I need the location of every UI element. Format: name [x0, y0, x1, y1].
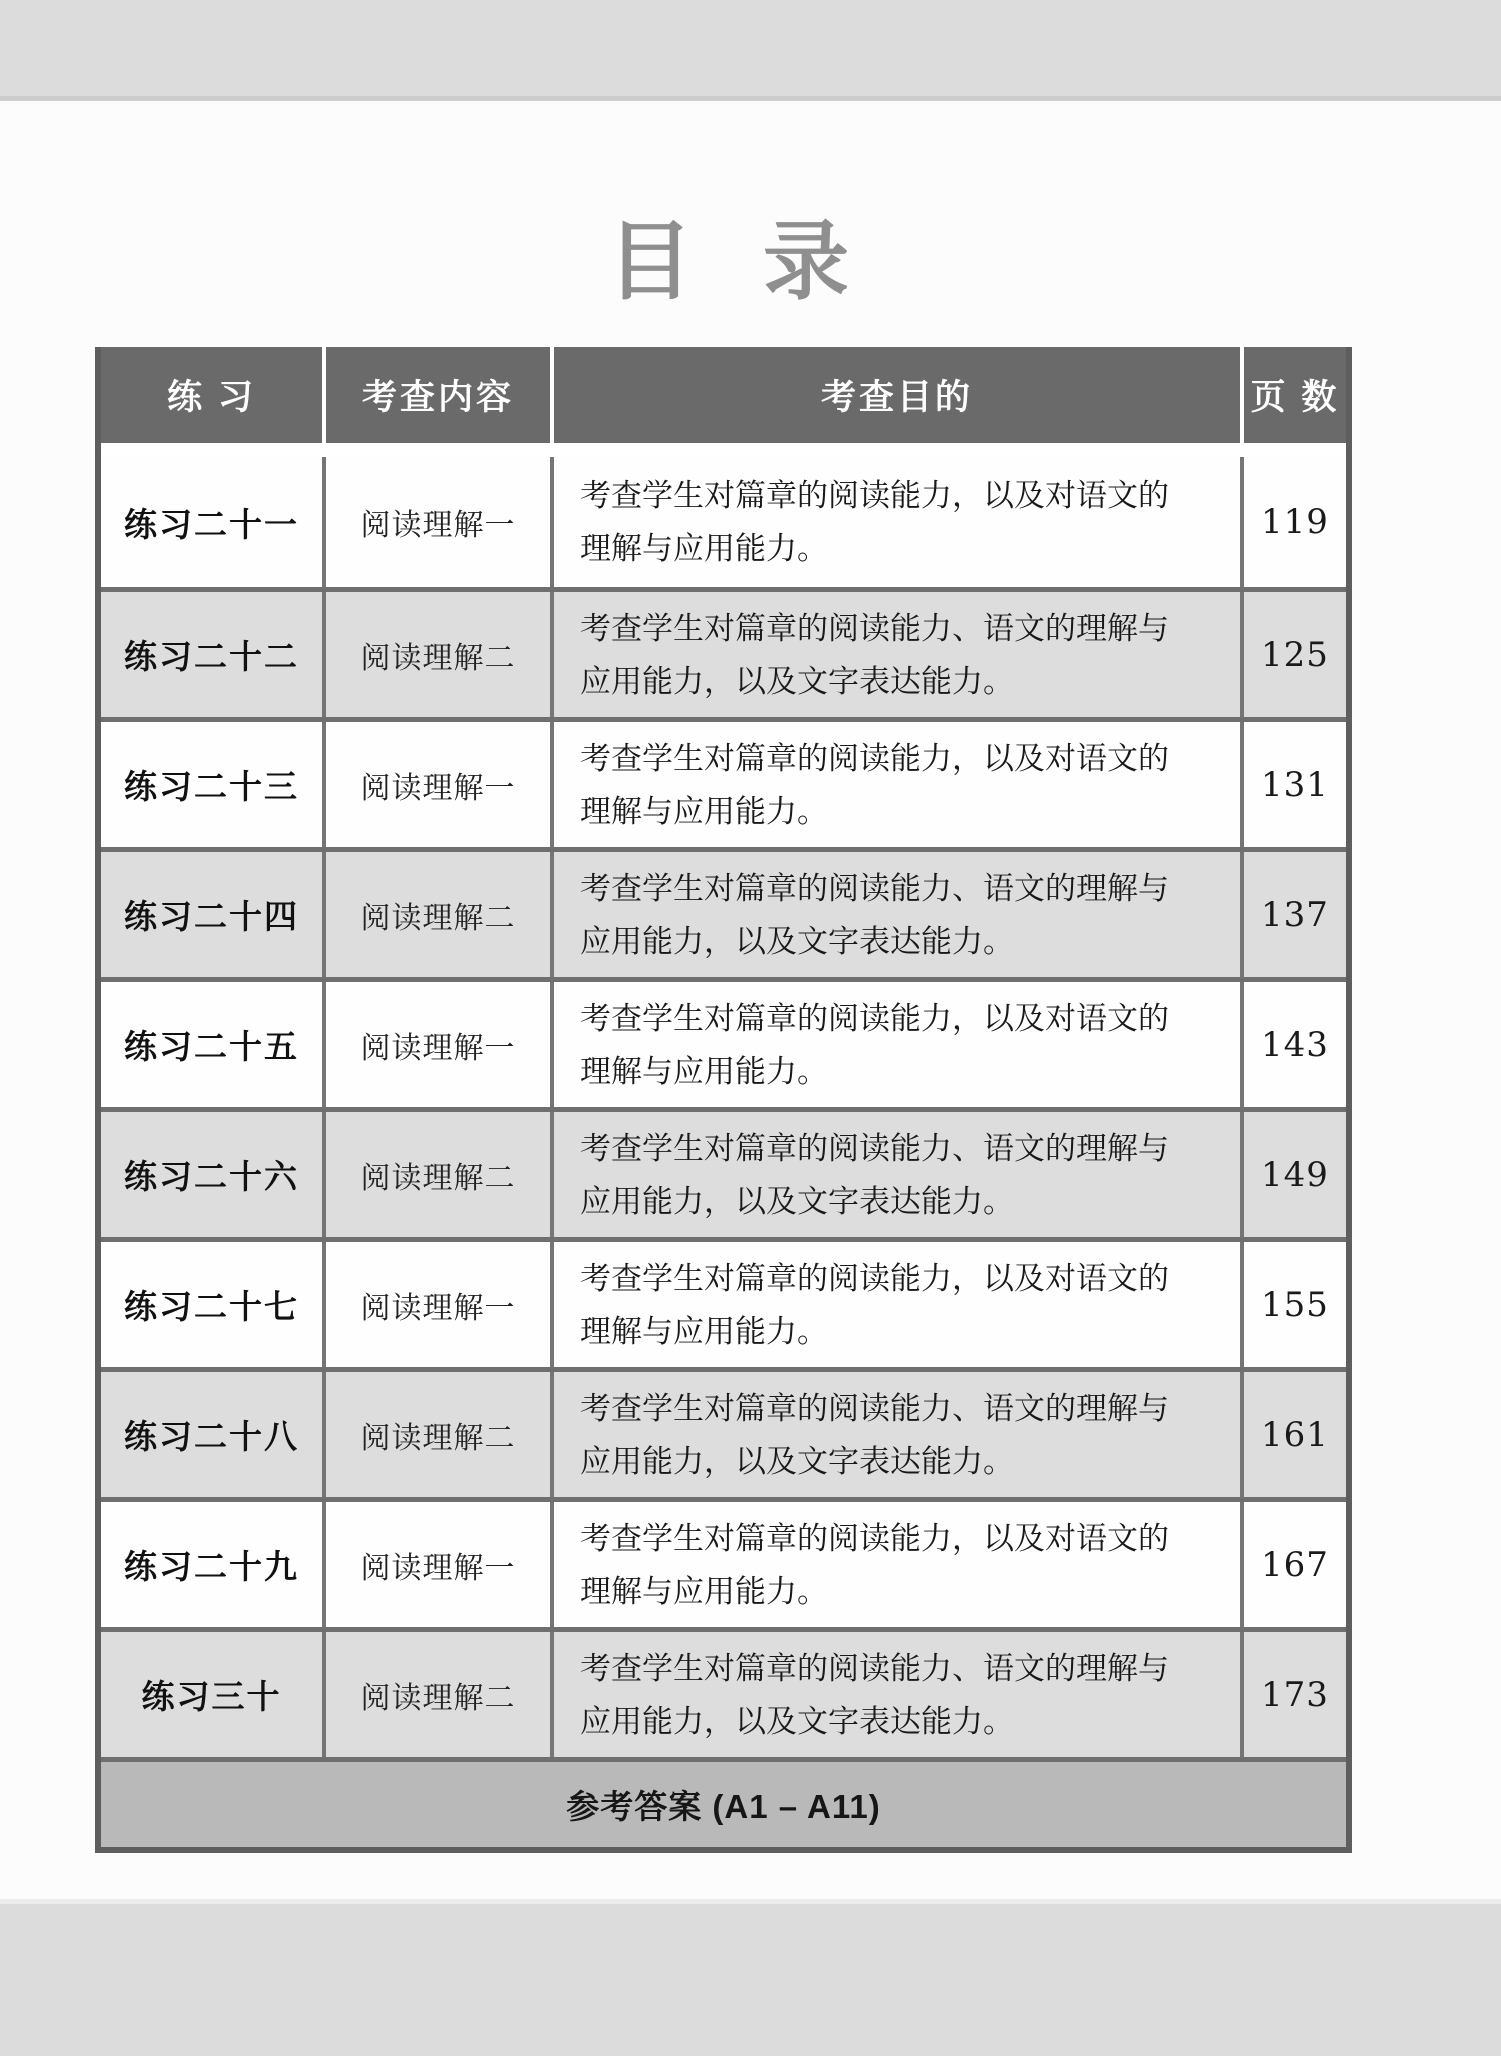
purpose-cell: [550, 982, 1240, 1107]
page-number-cell: 143: [1240, 982, 1346, 1107]
content-cell: 阅读理解一: [322, 982, 550, 1107]
content-cell: 阅读理解二: [322, 1632, 550, 1757]
page-number-cell: 167: [1240, 1502, 1346, 1627]
header-exercise: 练 习: [167, 378, 256, 417]
purpose-line-1: 考查学生对篇章的阅读能力、语文的理解与: [580, 1650, 1169, 1686]
content-cell: 阅读理解二: [322, 1372, 550, 1497]
purpose-line-1: 考查学生对篇章的阅读能力、语文的理解与: [580, 1390, 1169, 1426]
table-row: [101, 847, 1346, 977]
purpose-line-1: 考查学生对篇章的阅读能力，以及对语文的: [580, 740, 1169, 776]
page-number-cell: 155: [1240, 1242, 1346, 1367]
purpose-line-2: 理解与应用能力。: [580, 793, 828, 829]
purpose-line-1: 考查学生对篇章的阅读能力，以及对语文的: [580, 1000, 1169, 1036]
purpose-line-1: 考查学生对篇章的阅读能力，以及对语文的: [580, 478, 1169, 513]
purpose-cell: [550, 722, 1240, 847]
page-number-cell: 149: [1240, 1112, 1346, 1237]
top-gray-band: [0, 0, 1501, 101]
purpose-cell: [550, 1372, 1240, 1497]
page-number-cell: 161: [1240, 1372, 1346, 1497]
content-cell: 阅读理解一: [322, 1502, 550, 1627]
content-cell: 阅读理解二: [322, 852, 550, 977]
table-row: [101, 977, 1346, 1107]
table-row: [101, 457, 1346, 587]
table-row: [101, 1107, 1346, 1237]
header-pages: 页 数: [1240, 347, 1346, 443]
content-cell: 阅读理解一: [322, 1242, 550, 1367]
table-row: [101, 1237, 1346, 1367]
page-number-cell: 119: [1240, 457, 1346, 587]
page-number-cell: 137: [1240, 852, 1346, 977]
page-number-cell: 131: [1240, 722, 1346, 847]
header-purpose: 考查目的: [550, 347, 1240, 443]
content-cell: 阅读理解一: [322, 722, 550, 847]
exercise-cell: 练习二十八: [124, 1418, 299, 1455]
exercise-cell: 练习二十一: [124, 505, 299, 543]
purpose-line-2: 理解与应用能力。: [580, 531, 828, 566]
table-row: [101, 587, 1346, 717]
purpose-line-1: 考查学生对篇章的阅读能力，以及对语文的: [580, 1260, 1169, 1296]
exercise-cell: 练习二十三: [124, 768, 299, 805]
table-row: [101, 717, 1346, 847]
purpose-line-2: 应用能力，以及文字表达能力。: [580, 1703, 1014, 1739]
purpose-cell: [550, 852, 1240, 977]
toc-table: [95, 347, 1352, 1853]
exercise-cell: 练习三十: [141, 1678, 282, 1715]
exercise-cell: 练习二十二: [124, 638, 299, 675]
content-cell: 阅读理解一: [322, 457, 550, 587]
purpose-line-2: 应用能力，以及文字表达能力。: [580, 923, 1014, 959]
purpose-cell: [550, 1112, 1240, 1237]
purpose-line-1: 考查学生对篇章的阅读能力、语文的理解与: [580, 610, 1169, 646]
exercise-cell: 练习二十四: [124, 898, 299, 935]
table-row: [101, 1497, 1346, 1627]
purpose-line-1: 考查学生对篇章的阅读能力，以及对语文的: [580, 1520, 1169, 1556]
table-row: [101, 1367, 1346, 1497]
bottom-gray-band: [0, 1899, 1501, 2056]
purpose-cell: [550, 1242, 1240, 1367]
content-cell: 阅读理解二: [322, 1112, 550, 1237]
table-row: [101, 1627, 1346, 1757]
purpose-line-2: 应用能力，以及文字表达能力。: [580, 1183, 1014, 1219]
purpose-cell: [550, 1632, 1240, 1757]
purpose-cell: [550, 457, 1240, 587]
purpose-line-2: 应用能力，以及文字表达能力。: [580, 663, 1014, 699]
purpose-line-2: 理解与应用能力。: [580, 1573, 828, 1609]
purpose-line-1: 考查学生对篇章的阅读能力、语文的理解与: [580, 1130, 1169, 1166]
exercise-cell: 练习二十九: [124, 1548, 299, 1585]
purpose-line-1: 考查学生对篇章的阅读能力、语文的理解与: [580, 870, 1169, 906]
header-content: 考查内容: [322, 347, 550, 443]
purpose-line-2: 理解与应用能力。: [580, 1053, 828, 1089]
purpose-cell: [550, 1502, 1240, 1627]
answer-key-row: 参考答案 (A1 – A11): [101, 1757, 1346, 1847]
page-number-cell: 173: [1240, 1632, 1346, 1757]
purpose-line-2: 应用能力，以及文字表达能力。: [580, 1443, 1014, 1479]
table-header-row: [101, 347, 1346, 443]
exercise-cell: 练习二十五: [124, 1028, 299, 1065]
purpose-line-2: 理解与应用能力。: [580, 1313, 828, 1349]
exercise-cell: 练习二十七: [124, 1288, 299, 1325]
page-title: 目 录: [607, 214, 853, 310]
purpose-cell: [550, 592, 1240, 717]
page-number-cell: 125: [1240, 592, 1346, 717]
exercise-cell: 练习二十六: [124, 1158, 299, 1195]
content-cell: 阅读理解二: [322, 592, 550, 717]
